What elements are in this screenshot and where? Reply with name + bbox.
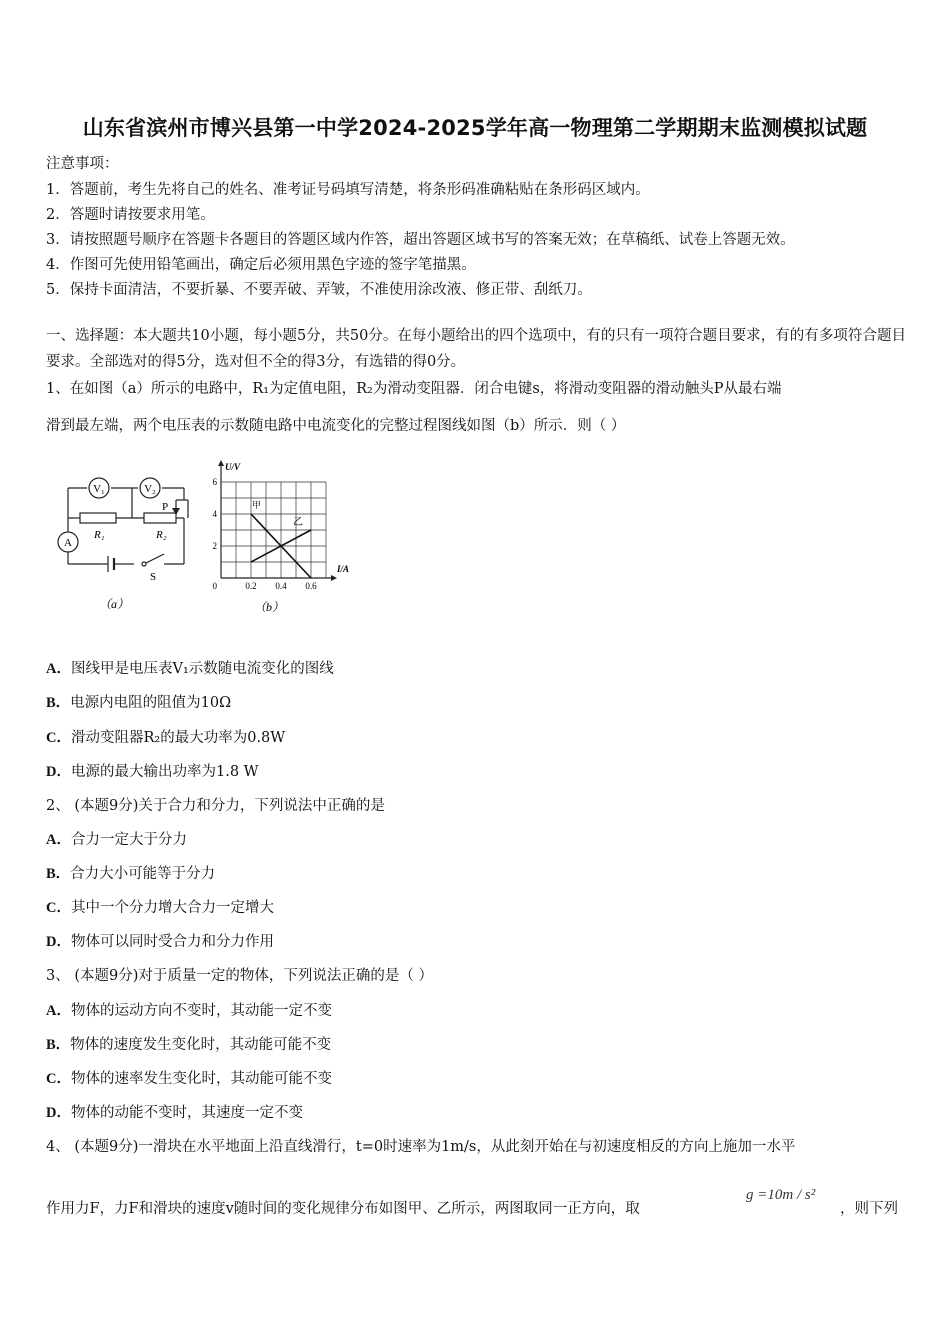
y-axis-arrow <box>218 460 224 466</box>
series-jia-label: 甲 <box>252 500 262 510</box>
v1-label: V₁ <box>93 483 105 495</box>
question-3-stem: 3、 (本题9分)对于质量一定的物体，下列说法正确的是（ ） <box>46 968 433 984</box>
switch-lever <box>146 554 164 563</box>
y-tick-label: 6 <box>212 477 217 487</box>
resistor-r1 <box>80 513 116 523</box>
notice-item: 1．答题前，考生先将自己的姓名、准考证号码填写清楚，将条形码准确粘贴在条形码区域内。 <box>46 182 650 198</box>
figure-a-caption: （a） <box>98 597 130 611</box>
page-title: 山东省滨州市博兴县第一中学2024-2025学年高一物理第二学期期末监测模拟试题 <box>82 116 868 140</box>
q1-option-c[interactable]: C．滑动变阻器R₂的最大功率为0.8W <box>46 730 286 746</box>
q3-option-b[interactable]: B．物体的速度发生变化时，其动能可能不变 <box>46 1037 332 1053</box>
question-2-stem: 2、 (本题9分)关于合力和分力，下列说法中正确的是 <box>46 798 385 814</box>
x-axis-arrow <box>331 575 337 581</box>
r1-label: R₁ <box>94 529 105 541</box>
q3-option-d[interactable]: D．物体的动能不变时，其速度一定不变 <box>46 1105 303 1121</box>
x-tick-label: 0.2 <box>245 581 257 591</box>
q1-option-a[interactable]: A．图线甲是电压表V₁示数随电流变化的图线 <box>46 661 334 677</box>
question-1-line2: 滑到最左端，两个电压表的示数随电路中电流变化的完整过程图线如图（b）所示．则（ ） <box>46 418 626 434</box>
question-4-text-b: ，则下列 <box>840 1201 898 1217</box>
q2-option-b[interactable]: B．合力大小可能等于分力 <box>46 866 216 882</box>
q1-option-d[interactable]: D．电源的最大输出功率为1.8 W <box>46 764 259 780</box>
q1-option-b[interactable]: B．电源内电阻的阻值为10Ω <box>46 695 232 711</box>
question-4-line2 <box>46 1197 640 1218</box>
series-yi-label: 乙 <box>293 517 303 528</box>
q2-option-d[interactable]: D．物体可以同时受合力和分力作用 <box>46 934 274 950</box>
q3-option-c[interactable]: C．物体的速率发生变化时，其动能可能不变 <box>46 1071 332 1087</box>
graph-b <box>205 456 365 624</box>
gravity-formula: g =10m / s² <box>746 1187 816 1203</box>
origin-label: 0 <box>212 581 217 591</box>
x-axis-label: I/A <box>337 564 350 574</box>
resistor-r2 <box>144 513 176 523</box>
ammeter-label: A <box>64 537 72 549</box>
q2-option-c[interactable]: C．其中一个分力增大合力一定增大 <box>46 900 274 916</box>
notice-item: 4．作图可先使用铅笔画出，确定后必须用黑色字迹的签字笔描黑。 <box>46 257 476 273</box>
y-tick-label: 4 <box>212 509 217 519</box>
switch-label: S <box>150 571 157 583</box>
question-4-text-a: 作用力F，力F和滑块的速度v随时间的变化规律分布如图甲、乙所示，两图取同一正方向，取 <box>46 1201 640 1217</box>
switch-contact <box>142 562 146 566</box>
q2-option-a[interactable]: A．合力一定大于分力 <box>46 832 187 848</box>
y-tick-label: 2 <box>212 541 217 551</box>
y-axis-label: U/V <box>225 462 241 472</box>
q3-option-a[interactable]: A．物体的运动方向不变时，其动能一定不变 <box>46 1003 332 1019</box>
slider-label: P <box>162 501 169 513</box>
notice-item: 2．答题时请按要求用笔。 <box>46 207 215 223</box>
circuit-diagram <box>52 460 202 620</box>
question-4-line1: 4、 (本题9分)一滑块在水平地面上沿直线滑行，t=0时速率为1m/s，从此刻开始在与初速度相反的方向上施加一水平 <box>46 1139 796 1155</box>
x-tick-label: 0.4 <box>275 581 287 591</box>
notice-item: 3．请按照题号顺序在答题卡各题目的答题区域内作答，超出答题区域书写的答案无效；在草稿纸、试卷上答题无效。 <box>46 232 795 248</box>
figure-b-caption: （b） <box>253 600 285 614</box>
question-1-line1: 1、在如图（a）所示的电路中，R₁为定值电阻，R₂为滑动变阻器．闭合电键s，将滑动变阻器的滑动触头P从最右端 <box>46 381 782 397</box>
v2-label: V₂ <box>144 483 156 495</box>
notice-item: 5．保持卡面清洁，不要折暴、不要弄破、弄皱，不准使用涂改液、修正带、刮纸刀。 <box>46 282 592 298</box>
section-heading: 一、选择题：本大题共10小题，每小题5分，共50分。在每小题给出的四个选项中，有的只有一项符合题目要求，有的有多项符合题目要求。全部选对的得5分，选对但不全的得3分，有选错的得0分。 <box>46 328 906 370</box>
x-tick-label: 0.6 <box>305 581 317 591</box>
slider-arrowhead <box>172 508 180 515</box>
notice-heading: 注意事项： <box>46 156 119 172</box>
r2-label: R₂ <box>156 529 167 541</box>
